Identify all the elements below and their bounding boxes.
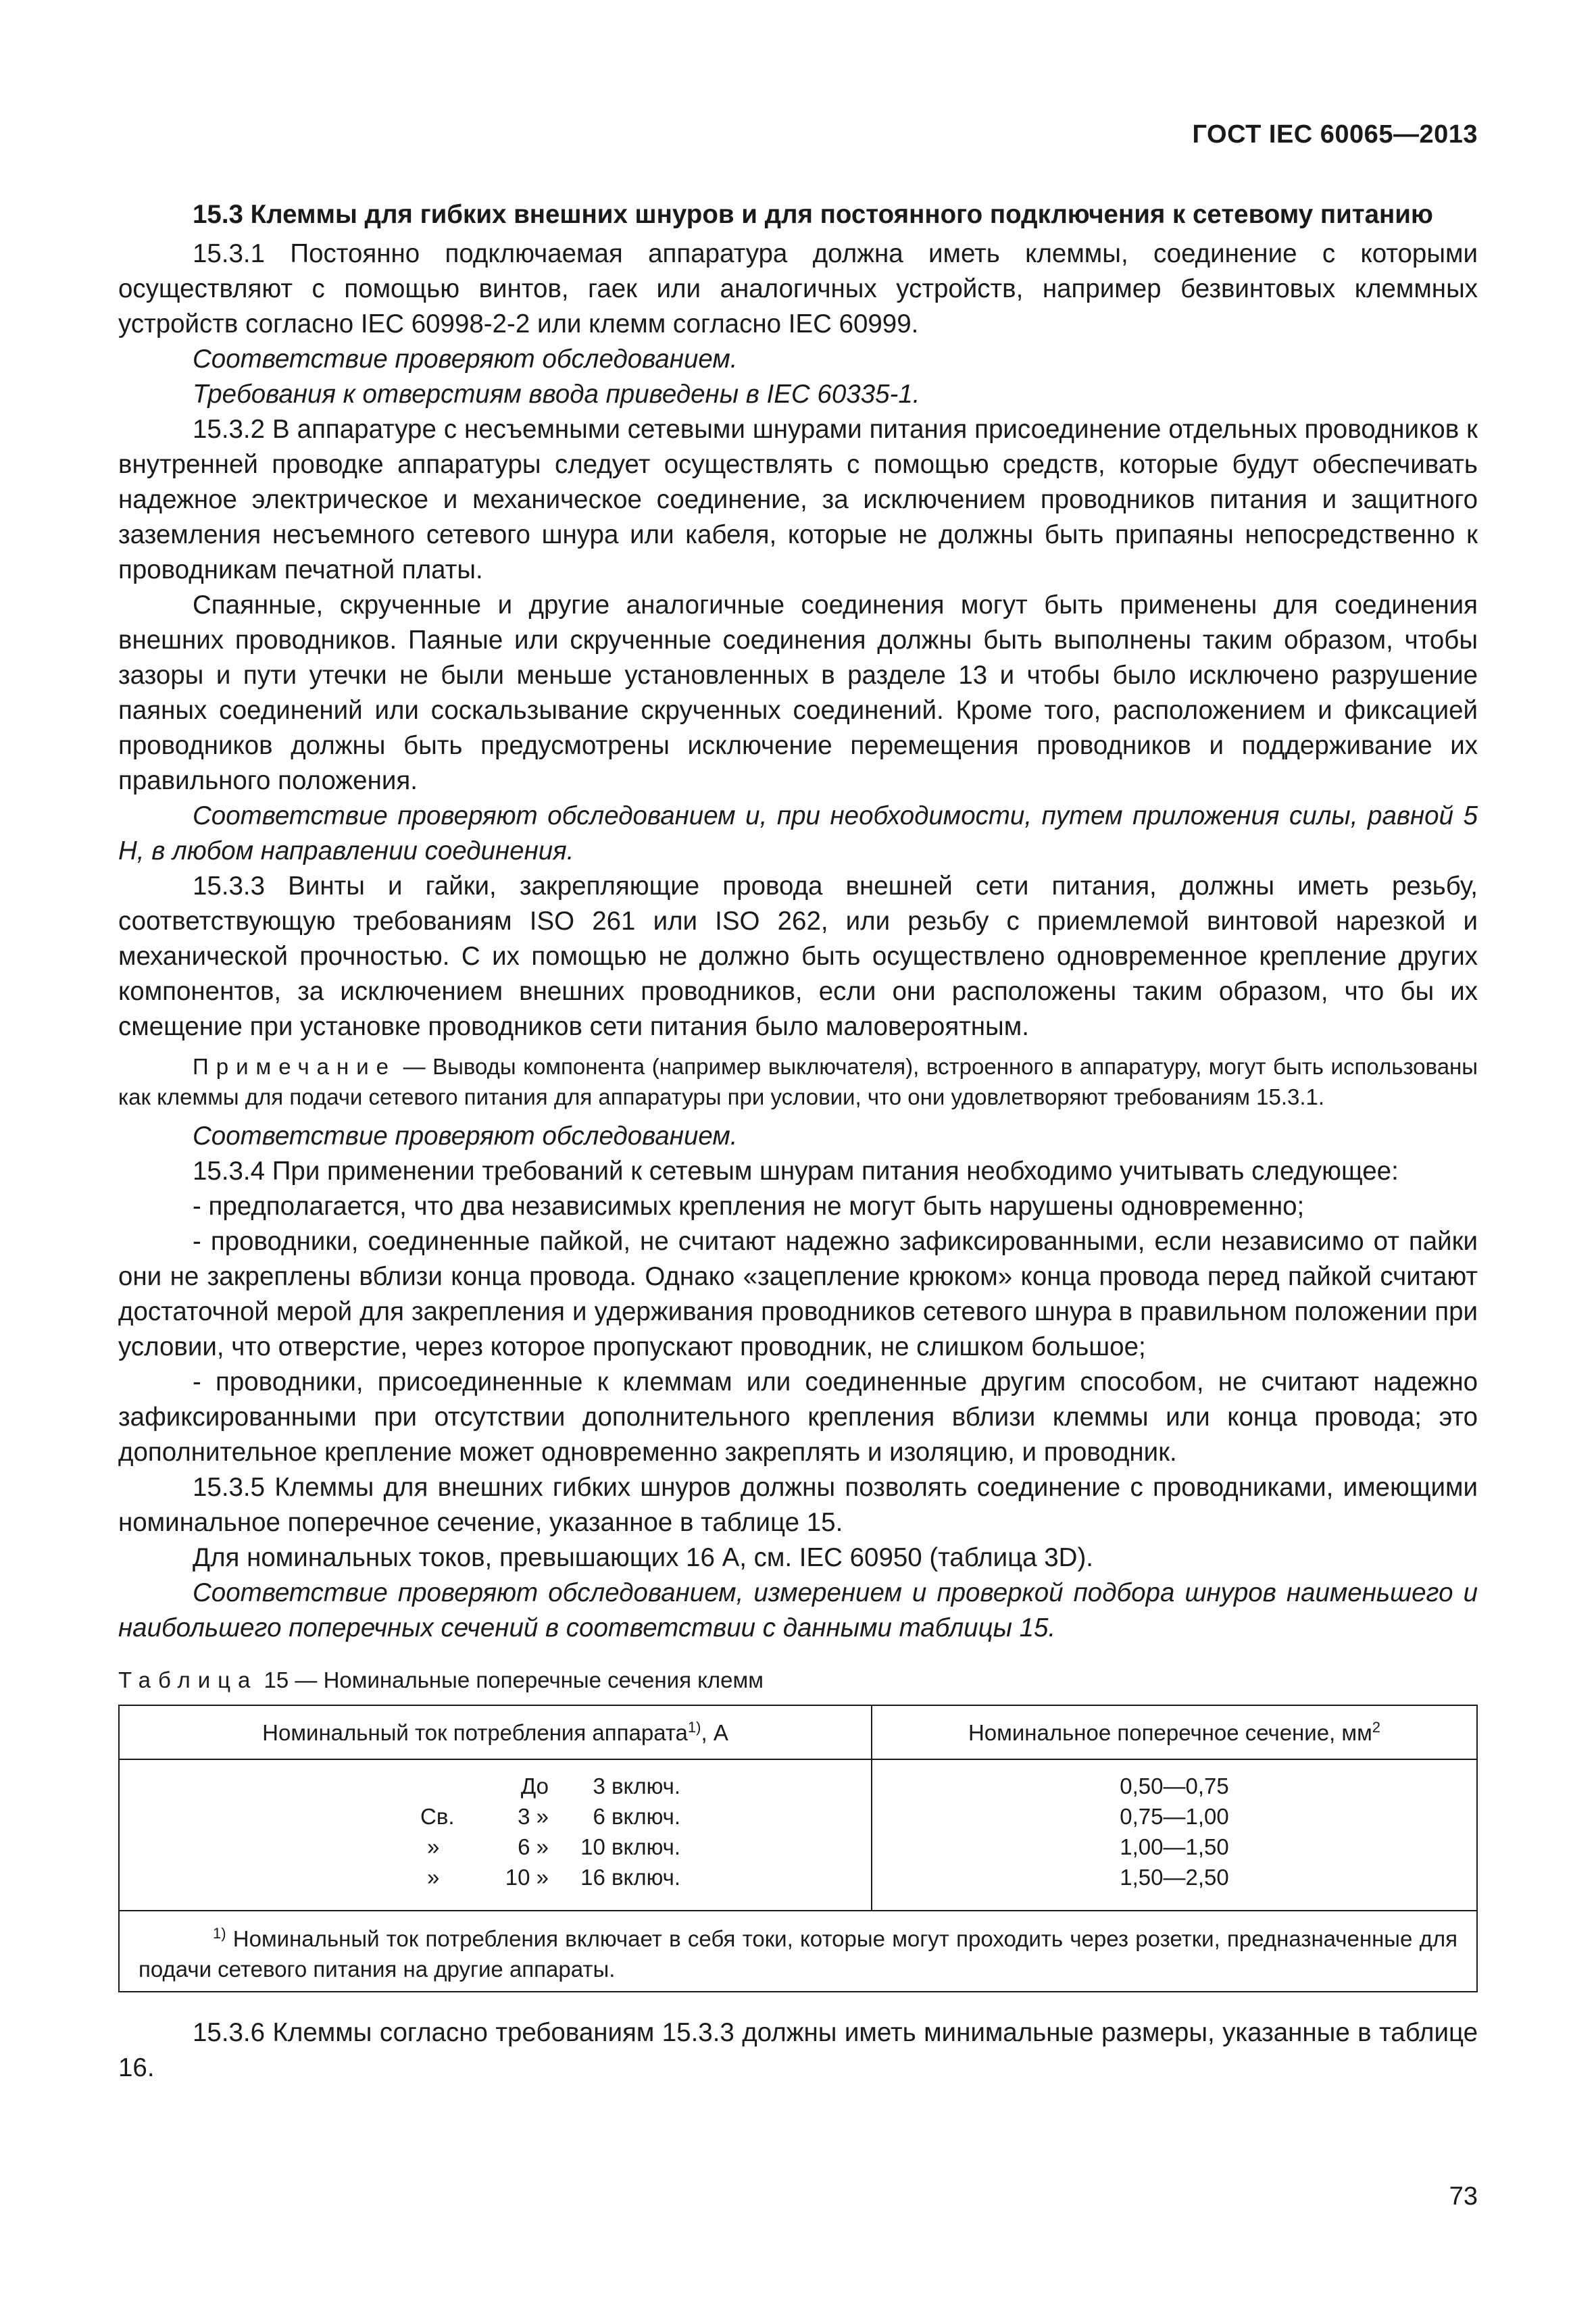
rated-current-cell <box>119 1759 872 1911</box>
table-caption-text: 15 — Номинальные поперечные сечения клемм <box>257 1667 764 1692</box>
table-header-row <box>119 1705 1477 1759</box>
paragraph-15-3-1: 15.3.1 Постоянно подключаемая аппаратура должна иметь клеммы, соединение с которыми осуществляют с помощью винтов, гаек или аналогичных устройств, например безвинтовых клеммных устройств согласно IEC 60998-2-2 или клемм согласно IEC 60999. <box>118 239 1478 338</box>
table-data-row <box>119 1759 1477 1911</box>
entry-requirements-note: Требования к отверстиям ввода приведены в IEC 60335-1. <box>193 380 920 409</box>
table-caption <box>118 1665 1478 1695</box>
compliance-note-2: Соответствие проверяют обследованием. <box>193 1122 738 1151</box>
list-item: 0,75—1,00 <box>1120 1804 1229 1829</box>
list-item-soldered-conductors: - проводники, соединенные пайкой, не считают надежно зафиксированными, если независимо от пайки они не закреплены вблизи конца провода. Однако «зацепление крюком» конца провода перед пайкой считают достаточной мерой для закрепления и удерживания проводников сетевого шнура в правильном положении при условии, что отверстие, через которое пропускают проводник, не слишком большое; <box>118 1227 1478 1361</box>
compliance-force-note: Соответствие проверяют обследованием и, при необходимости, путем приложения силы, равной 5 Н, в любом направлении соединения. <box>118 801 1478 865</box>
paragraph-15-3-5: 15.3.5 Клеммы для внешних гибких шнуров должны позволять соединение с проводниками, имеющими номинальное поперечное сечение, указанное в таблице 15. <box>118 1473 1478 1537</box>
list-item-terminal-conductors: - проводники, присоединенные к клеммам или соединенные другим способом, не считают надежно зафиксированными при отсутствии дополнительного крепления вблизи клеммы или конца провода; это дополнительное крепление может одновременно закреплять и изоляцию, и проводник. <box>118 1367 1478 1467</box>
page-number: 73 <box>1449 2182 1478 2211</box>
table-footnote-row <box>119 1911 1477 1992</box>
paragraph-15-3-6: 15.3.6 Клеммы согласно требованиям 15.3.3 должны иметь минимальные размеры, указанные в таблице 16. <box>118 2018 1478 2082</box>
list-item: 1,50—2,50 <box>1120 1865 1229 1890</box>
table-footnote: $^{1)}$ Номинальный ток потребления включает в себя токи, которые могут проходить через розетки, предназначенные для подачи сетевого питания на другие аппараты. <box>119 1911 1477 1992</box>
cross-section-cell <box>872 1759 1477 1911</box>
table-row: Св. 3 » 6 включ. <box>420 1804 680 1829</box>
terminal-sections-table <box>118 1705 1478 1992</box>
document-page <box>118 0 1478 2314</box>
note-label: Примечание <box>193 1054 397 1079</box>
paragraph-15-3-3: 15.3.3 Винты и гайки, закрепляющие провода внешней сети питания, должны иметь резьбу, соответствующую требованиям ISO 261 или ISO 262, или резьбу с приемлемой винтовой нарезкой и механической прочностью. С их помощью не должно быть осуществлено одновременное крепление других компонентов, за исключением внешних проводников, если они расположены таким образом, что бы их смещение при установке проводников сети питания было маловероятным. <box>118 872 1478 1041</box>
compliance-measurement-note: Соответствие проверяют обследованием, измерением и проверкой подбора шнуров наименьшего и наибольшего поперечных сечений в соответствии с данными таблицы 15. <box>118 1578 1478 1642</box>
paragraph-rated-current-reference: Для номинальных токов, превышающих 16 А, см. IEC 60950 (таблица 3D). <box>193 1543 1094 1572</box>
column-header-cross-section: Номинальное поперечное сечение, $мм^2$ <box>872 1705 1477 1759</box>
section-title: 15.3 Клеммы для гибких внешних шнуров и для постоянного подключения к сетевому питанию <box>193 200 1433 229</box>
note-text: — Выводы компонента (например выключателя), встроенного в аппаратуру, могут быть использованы как клеммы для подачи сетевого питания для аппаратуры при условии, что они удовлетворяют требованиям 15.3.1. <box>118 1054 1478 1109</box>
document-header: ГОСТ IEC 60065—2013 <box>1192 120 1478 149</box>
list-item-independent-fixings: - предполагается, что два независимых крепления не могут быть нарушены одновременно; <box>193 1192 1305 1221</box>
table-caption-label: Таблица <box>118 1667 258 1692</box>
column-header-rated-current: Номинальный ток потребления аппарата$^{1)}$, А <box>119 1705 872 1759</box>
compliance-note: Соответствие проверяют обследованием. <box>193 345 738 374</box>
note <box>118 1051 1478 1112</box>
paragraph-solder-connections: Спаянные, скрученные и другие аналогичные соединения могут быть применены для соединения внешних проводников. Паяные или скрученные соединения должны быть выполнены таким образом, чтобы зазоры и пути утечки не были меньше установленных в разделе 13 и чтобы было исключено разрушение паяных соединений или соскальзывание скрученных соединений. Кроме того, расположением и фиксацией проводников должны быть предусмотрены исключение перемещения проводников и поддерживание их правильного положения. <box>118 590 1478 795</box>
table-row: » 6 » 10 включ. <box>427 1834 680 1859</box>
paragraph-15-3-4: 15.3.4 При применении требований к сетевым шнурам питания необходимо учитывать следующее: <box>193 1157 1399 1186</box>
list-item: 0,50—0,75 <box>1120 1774 1229 1799</box>
table-row: До 3 включ. <box>520 1774 680 1799</box>
list-item: 1,00—1,50 <box>1120 1834 1229 1859</box>
paragraph-15-3-2: 15.3.2 В аппаратуре с несъемными сетевыми шнурами питания присоединение отдельных проводников к внутренней проводке аппаратуры следует осуществлять с помощью средств, которые будут обеспечивать надежное электрическое и механическое соединение, за исключением проводников питания и защитного заземления несъемного сетевого шнура или кабеля, которые не должны быть припаяны непосредственно к проводникам печатной платы. <box>118 415 1478 584</box>
table-row: » 10 » 16 включ. <box>427 1865 680 1890</box>
document-body <box>118 197 1478 2086</box>
